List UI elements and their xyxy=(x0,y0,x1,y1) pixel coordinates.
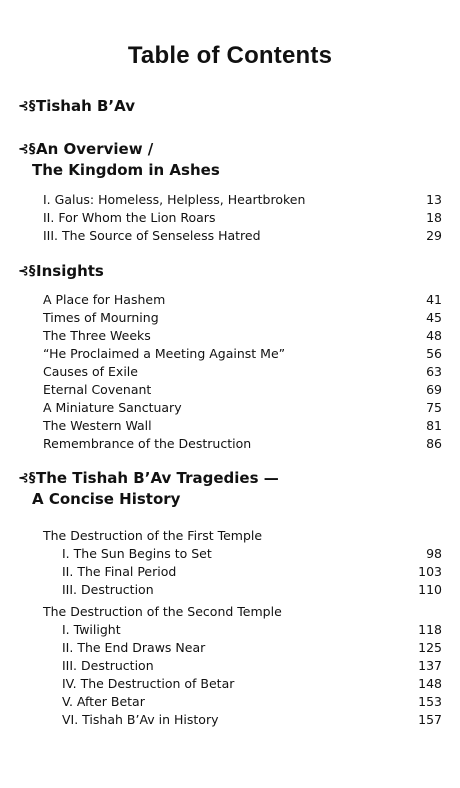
toc-entry[interactable] xyxy=(43,191,442,209)
section-heading: Tishah B’Av xyxy=(36,97,135,115)
section-heading-cont: The Kingdom in Ashes xyxy=(32,161,220,179)
section-heading: Insights xyxy=(36,262,104,280)
entry-page: 148 xyxy=(418,676,442,691)
entry-page: 29 xyxy=(426,228,442,243)
entry-label: I. Galus: Homeless, Helpless, Heartbroken xyxy=(43,192,306,207)
entry-label: II. For Whom the Lion Roars xyxy=(43,210,216,225)
ornament-icon: ⊰§ xyxy=(18,99,36,114)
entry-label: A Miniature Sanctuary xyxy=(43,400,182,415)
toc-entry[interactable] xyxy=(43,327,442,345)
ornament-icon: ⊰§ xyxy=(18,471,36,486)
entry-page: 41 xyxy=(426,292,442,307)
entry-page: 137 xyxy=(418,658,442,673)
entry-page: 13 xyxy=(426,192,442,207)
section-heading-cont: A Concise History xyxy=(32,490,181,508)
entry-page: 118 xyxy=(418,622,442,637)
group-heading[interactable]: The Destruction of the First Temple xyxy=(43,528,263,543)
section-heading: An Overview / xyxy=(36,140,154,158)
entry-page: 86 xyxy=(426,436,442,451)
entry-label: I. Twilight xyxy=(62,622,121,637)
entry-label: II. The End Draws Near xyxy=(62,640,206,655)
entry-page: 63 xyxy=(426,364,442,379)
entry-label: The Western Wall xyxy=(43,418,152,433)
toc-entry[interactable] xyxy=(43,345,442,363)
entry-page: 153 xyxy=(418,694,442,709)
toc-entry[interactable] xyxy=(43,363,442,381)
ornament-icon: ⊰§ xyxy=(18,264,36,279)
toc-entry[interactable] xyxy=(43,435,442,453)
section-insights[interactable] xyxy=(18,261,104,282)
entry-label: The Three Weeks xyxy=(43,328,151,343)
entry-label: Times of Mourning xyxy=(43,310,159,325)
toc-entry[interactable] xyxy=(43,209,442,227)
toc-entry[interactable] xyxy=(62,693,442,711)
entry-label: III. Destruction xyxy=(62,582,154,597)
toc-entry[interactable] xyxy=(43,417,442,435)
entry-label: IV. The Destruction of Betar xyxy=(62,676,235,691)
entry-label: III. The Source of Senseless Hatred xyxy=(43,228,261,243)
entry-label: I. The Sun Begins to Set xyxy=(62,546,212,561)
entry-label: III. Destruction xyxy=(62,658,154,673)
section-tishah-bav[interactable] xyxy=(18,96,135,117)
toc-entry[interactable] xyxy=(62,621,442,639)
toc-entry[interactable] xyxy=(62,657,442,675)
entry-page: 81 xyxy=(426,418,442,433)
entry-page: 48 xyxy=(426,328,442,343)
toc-entry[interactable] xyxy=(43,399,442,417)
group-heading[interactable]: The Destruction of the Second Temple xyxy=(43,604,282,619)
toc-entry[interactable] xyxy=(62,711,442,729)
entry-page: 18 xyxy=(426,210,442,225)
entry-label: II. The Final Period xyxy=(62,564,177,579)
section-overview[interactable] xyxy=(18,139,220,180)
entry-page: 75 xyxy=(426,400,442,415)
entry-label: Eternal Covenant xyxy=(43,382,152,397)
entry-label: Remembrance of the Destruction xyxy=(43,436,252,451)
entry-page: 103 xyxy=(418,564,442,579)
section-heading: The Tishah B’Av Tragedies — xyxy=(36,469,279,487)
toc-entry[interactable] xyxy=(43,227,442,245)
toc-entry[interactable] xyxy=(43,309,442,327)
toc-entry[interactable] xyxy=(62,581,442,599)
entry-label: Causes of Exile xyxy=(43,364,138,379)
ornament-icon: ⊰§ xyxy=(18,142,36,157)
entry-page: 157 xyxy=(418,712,442,727)
toc-entry[interactable] xyxy=(62,563,442,581)
entry-label: V. After Betar xyxy=(62,694,145,709)
section-tragedies[interactable] xyxy=(18,468,279,509)
entry-page: 110 xyxy=(418,582,442,597)
entry-label: VI. Tishah B’Av in History xyxy=(62,712,219,727)
entry-page: 69 xyxy=(426,382,442,397)
toc-entry[interactable] xyxy=(62,675,442,693)
entry-label: “He Proclaimed a Meeting Against Me” xyxy=(43,346,286,361)
toc-entry[interactable] xyxy=(43,291,442,309)
toc-entry[interactable] xyxy=(62,545,442,563)
toc-entry[interactable] xyxy=(43,381,442,399)
entry-page: 98 xyxy=(426,546,442,561)
entry-page: 45 xyxy=(426,310,442,325)
toc-entry[interactable] xyxy=(62,639,442,657)
entry-page: 56 xyxy=(426,346,442,361)
entry-page: 125 xyxy=(418,640,442,655)
entry-label: A Place for Hashem xyxy=(43,292,166,307)
page-title: Table of Contents xyxy=(127,42,333,69)
